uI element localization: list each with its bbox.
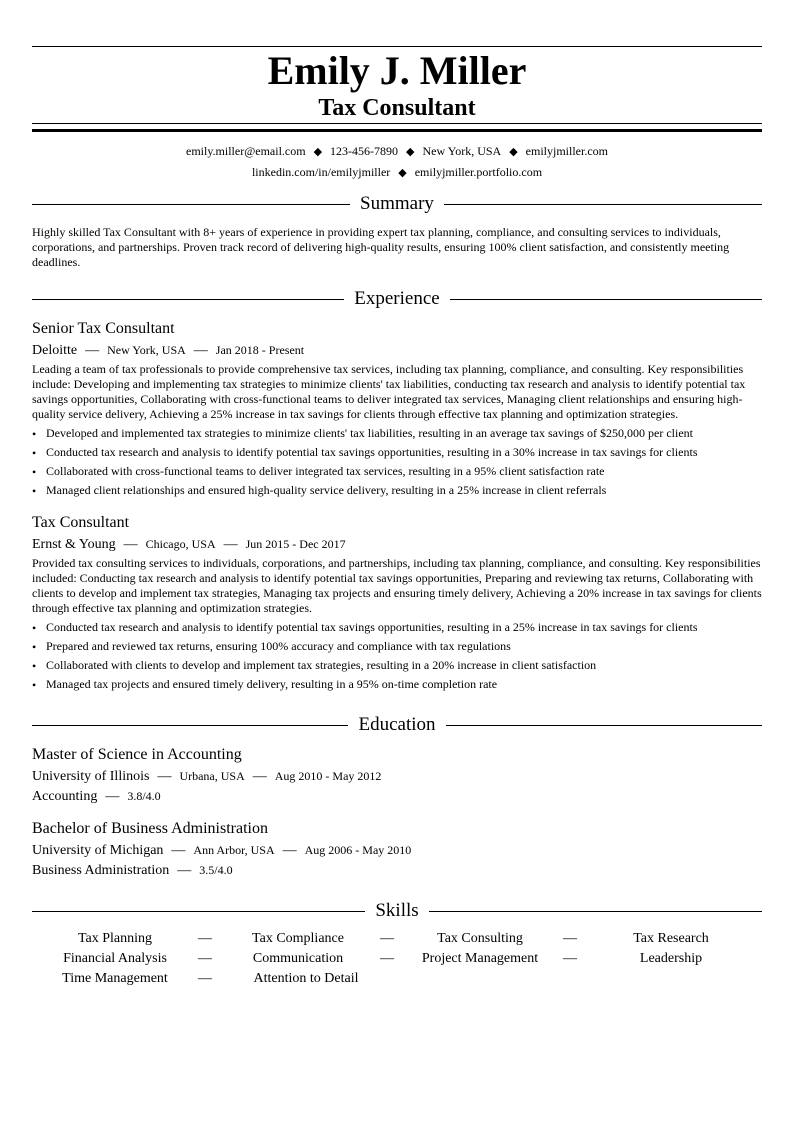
education-dates: Aug 2006 - May 2010 [304,843,412,857]
dash-separator: — [380,931,394,946]
school-location: Urbana, USA [179,769,245,783]
job-title: Senior Tax Consultant [32,320,175,337]
list-item: • Collaborated with clients to develop and implement tax strategies, resulting in a 20% increase in client satisfaction [32,658,762,673]
summary-heading [32,193,762,215]
education-dates: Aug 2010 - May 2012 [274,769,382,783]
field-of-study: Accounting [32,789,98,804]
job-company: Ernst & Young [32,537,116,552]
dash-separator: — [252,769,267,784]
degree-title: Bachelor of Business Administration [32,820,268,837]
skill-item: Tax Compliance [252,931,344,946]
skills-heading-label: Skills [365,900,428,921]
skill-item: Tax Consulting [437,931,523,946]
field-of-study: Business Administration [32,863,170,878]
education-heading [32,714,762,736]
skill-item: Tax Planning [77,931,153,946]
dash-separator: — [563,951,577,966]
dash-separator: — [223,537,238,552]
dash-separator: — [198,951,212,966]
resume-page [32,0,762,1123]
candidate-title: Tax Consultant [318,95,476,121]
gpa: 3.5/4.0 [199,863,233,877]
list-item: • Conducted tax research and analysis to identify potential tax savings opportunities, resulting in a 25% increase in tax savings for clients [32,620,762,635]
education-meta [32,841,411,860]
summary-text: Highly skilled Tax Consultant with 8+ years of experience in providing expert tax planning, compliance, and consulting services to individuals, corporations, and partnerships. Proven track record of delivering high-quality results, ensuring 100% client satisfaction, and consistently meeting deadlines. [32,225,730,269]
summary-heading-label: Summary [350,193,444,214]
job-location: Chicago, USA [145,537,216,551]
diamond-icon: ◆ [509,146,518,158]
education-heading-label: Education [348,714,445,735]
list-item: • Managed tax projects and ensured timely delivery, resulting in a 95% on-time completion rate [32,677,762,692]
dash-separator: — [282,843,297,858]
header-thick-rule [32,129,762,132]
job-description: Leading a team of tax professionals to provide comprehensive tax services, including tax planning, compliance, and consulting. Key responsibilities include: Developing and implementing tax strategies to minimize clients' tax liabilities, conducting tax research and analysis to identify potential tax savings opportunities, Collaborating with cross-functional teams to deliver integrated tax services, Managing client relationships and ensuring high-quality service delivery, Achieving a 25% increase in tax savings for clients through effective tax planning and optimization strategies. [32,362,746,421]
skill-item: Communication [252,951,344,966]
diamond-icon: ◆ [313,146,323,158]
skills-heading [32,900,762,922]
school-name: University of Illinois [32,769,150,784]
school-location: Ann Arbor, USA [193,843,275,857]
skill-item: Attention to Detail [253,971,359,986]
job-achievements [32,620,762,696]
contact-phone[interactable]: 123-456-7890 [330,144,399,158]
dash-separator: — [563,931,577,946]
job-company: Deloitte [32,343,78,358]
contact-portfolio[interactable]: emilyjmiller.portfolio.com [414,165,543,179]
education-field [32,861,233,880]
dash-separator: — [380,951,394,966]
education-meta [32,767,381,786]
job-meta [32,341,304,360]
skill-item: Leadership [639,951,703,966]
dash-separator: — [123,537,138,552]
list-item: • Managed client relationships and ensured high-quality service delivery, resulting in a 25% increase in client referrals [32,483,762,498]
list-item: • Prepared and reviewed tax returns, ensuring 100% accuracy and compliance with tax regulations [32,639,762,654]
dash-separator: — [177,863,192,878]
gpa: 3.8/4.0 [127,789,161,803]
list-item: • Collaborated with cross-functional teams to deliver integrated tax services, resulting in a 95% client satisfaction rate [32,464,762,479]
job-meta [32,535,346,554]
diamond-icon: ◆ [398,167,407,179]
job-title: Tax Consultant [32,514,130,531]
dash-separator: — [198,931,212,946]
dash-separator: — [171,843,186,858]
skill-item: Project Management [421,951,539,966]
experience-heading-label: Experience [344,288,449,309]
job-location: New York, USA [107,343,186,357]
skills-grid [32,930,762,990]
header-top-rule [32,46,762,47]
contact-line-1 [32,143,762,160]
diamond-icon: ◆ [406,146,415,158]
degree-title: Master of Science in Accounting [32,746,242,763]
dash-separator: — [157,769,172,784]
dash-separator: — [193,343,208,358]
contact-email[interactable]: emily.miller@email.com [186,144,306,158]
school-name: University of Michigan [32,843,164,858]
skills-row [32,930,762,950]
skill-item: Time Management [62,971,168,986]
contact-linkedin[interactable]: linkedin.com/in/emilyjmiller [251,165,391,179]
list-item: • Developed and implemented tax strategies to minimize clients' tax liabilities, resulting in an average tax savings of $250,000 per client [32,426,762,441]
skill-item: Financial Analysis [63,951,167,966]
experience-heading [32,288,762,310]
job-dates: Jan 2018 - Present [215,343,305,357]
header-thin-rule [32,123,762,124]
job-achievements [32,426,762,502]
list-item: • Conducted tax research and analysis to identify potential tax savings opportunities, resulting in a 30% increase in tax savings for clients [32,445,762,460]
dash-separator: — [105,789,120,804]
contact-location: New York, USA [422,144,502,158]
job-description: Provided tax consulting services to individuals, corporations, and partnerships, including tax planning, compliance, and consulting. Key responsibilities included: Conducting tax research and analysis to identify potential tax savings opportunities, Preparing and reviewing tax returns, Collaborating with clients to develop and implement tax strategies, Managing tax projects and ensuring timely delivery, Achieving a 20% increase in tax savings for clients through effective tax planning and optimization strategies. [32,556,762,615]
education-field [32,787,161,806]
dash-separator: — [198,971,212,986]
skills-row [32,970,762,990]
job-dates: Jun 2015 - Dec 2017 [245,537,346,551]
dash-separator: — [85,343,100,358]
candidate-name: Emily J. Miller [267,48,527,93]
skill-item: Tax Research [633,931,709,946]
skills-row [32,950,762,970]
contact-line-2 [32,164,762,181]
contact-website[interactable]: emilyjmiller.com [525,144,608,158]
